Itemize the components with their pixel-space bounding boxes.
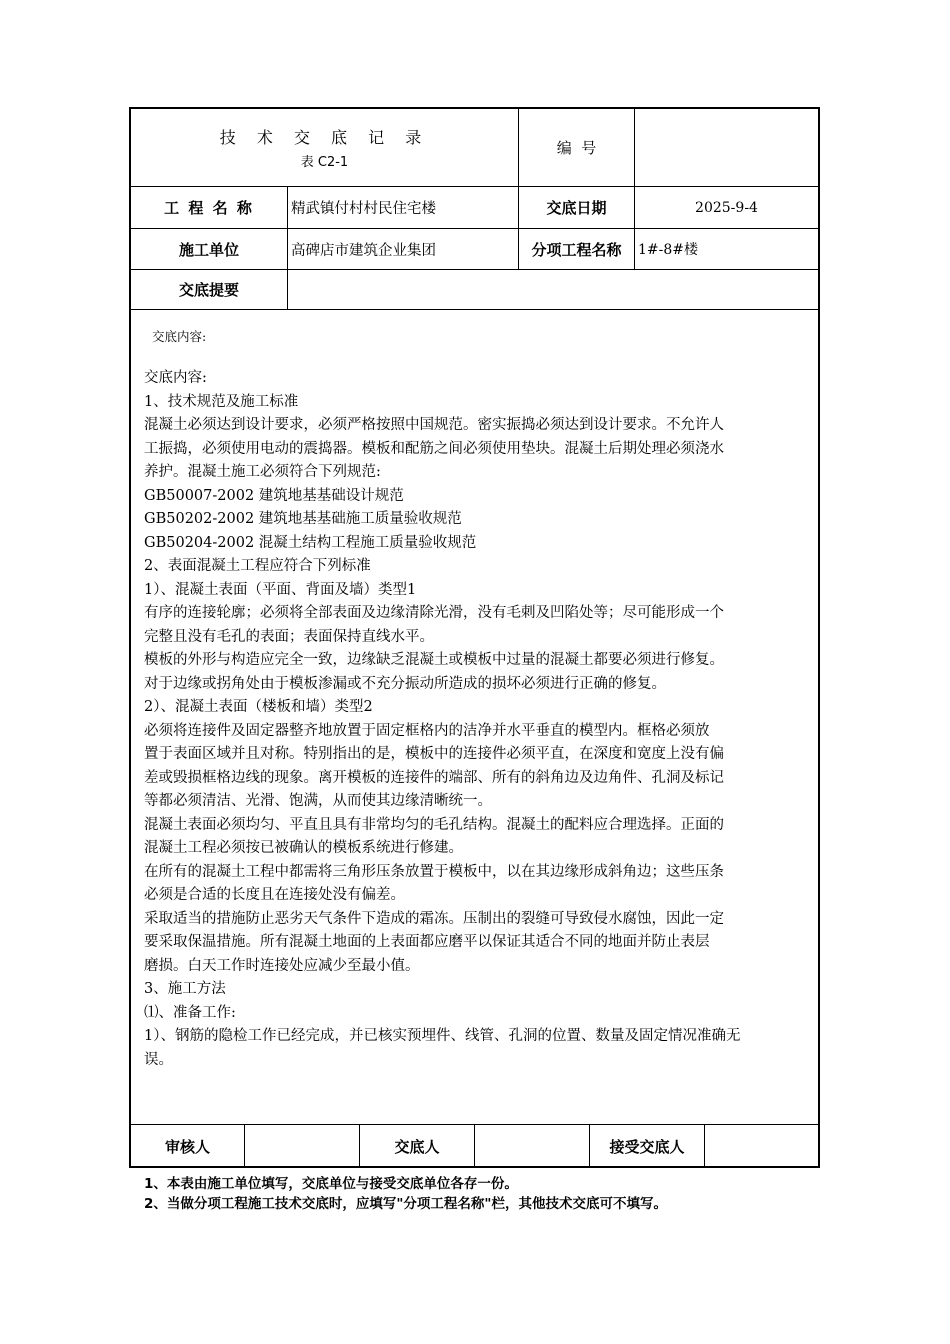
receiver-label: 接受交底人	[609, 1137, 685, 1156]
reviewer-field[interactable]	[245, 1125, 359, 1167]
content-line: 采取适当的措施防止恶劣天气条件下造成的霜冻。压制出的裂缝可导致侵水腐蚀，因此一定	[144, 910, 724, 927]
content-line: 误。	[144, 1051, 173, 1068]
content-line: 有序的连接轮廓；必须将全部表面及边缘清除光滑，没有毛刺及凹陷处等；尽可能形成一个	[144, 605, 724, 621]
content-line: 差或毁损框格边线的现象。离开模板的连接件的端部、所有的斜角边及边角件、孔洞及标记	[144, 769, 724, 786]
reviewer-label: 审核人	[164, 1137, 210, 1156]
content-line: 2）、混凝土表面（楼板和墙）类型2	[144, 699, 373, 715]
content-line: 要采取保温措施。所有混凝土地面的上表面都应磨平以保证其适合不同的地面并防止表层	[144, 934, 710, 950]
content-line: 混凝土工程必须按已被确认的模板系统进行修建。	[144, 840, 463, 856]
content-small-heading: 交底内容:	[152, 329, 207, 344]
form-title: 技 术 交 底 记 录	[219, 128, 430, 147]
content-line: 混凝土表面必须均匀、平直且具有非常均匀的毛孔结构。混凝土的配料应合理选择。正面的	[144, 816, 724, 833]
number-field[interactable]	[635, 108, 818, 186]
discloser-field[interactable]	[475, 1125, 589, 1167]
content-line: 置于表面区域并且对称。特别指出的是，模板中的连接件必须平直，在深度和宽度上没有偏	[144, 746, 724, 762]
content-line: 交底内容:	[144, 370, 207, 386]
content-line: 等都必须清洁、光滑、饱满，从而使其边缘清晰统一。	[144, 793, 492, 809]
sub-project-label: 分项工程名称	[531, 240, 622, 259]
receiver-field[interactable]	[705, 1125, 818, 1167]
content-line: 模板的外形与构造应完全一致，边缘缺乏混凝土或模板中过量的混凝土都要必须进行修复。	[144, 652, 724, 668]
content-line: 2、表面混凝土工程应符合下列标准	[144, 558, 371, 574]
form-code: 表 C2-1	[300, 155, 349, 170]
content-line: 3、施工方法	[144, 981, 226, 997]
footnote-1: 1、本表由施工单位填写，交底单位与接受交底单位各存一份。	[144, 1176, 518, 1192]
row-divider	[130, 309, 819, 310]
contractor-field[interactable]: 高碑店市建筑企业集团	[291, 242, 436, 259]
content-line: 1）、混凝土表面（平面、背面及墙）类型1	[144, 581, 417, 598]
summary-field[interactable]	[291, 270, 818, 309]
content-line: 1）、钢筋的隐检工作已经完成，并已核实预埋件、线管、孔洞的位置、数量及固定情况准确无	[144, 1028, 741, 1044]
content-line: 1、技术规范及施工标准	[144, 393, 299, 410]
contractor-label: 施工单位	[178, 240, 239, 259]
content-line: 在所有的混凝土工程中都需将三角形压条放置于模板中，以在其边缘形成斜角边；这些压条	[144, 863, 724, 880]
content-line: 工振捣，必须使用电动的震捣器。模板和配筋之间必须使用垫块。混凝土后期处理必须浇水	[144, 440, 724, 457]
content-line: 混凝土必须达到设计要求，必须严格按照中国规范。密实振捣必须达到设计要求。不允许人	[144, 417, 724, 433]
col-divider	[287, 187, 288, 309]
content-line: 对于边缘或拐角处由于模板渗漏或不充分振动所造成的损坏必须进行正确的修复。	[144, 675, 666, 692]
sub-project-field[interactable]: 1#-8#楼	[638, 242, 699, 258]
discloser-label: 交底人	[394, 1137, 440, 1156]
footnote-2: 2、当做分项工程施工技术交底时，应填写"分项工程名称"栏，其他技术交底可不填写。	[144, 1196, 667, 1212]
project-name-label: 工 程 名 称	[164, 199, 254, 217]
content-line: GB50007-2002 建筑地基基础设计规范	[144, 487, 404, 504]
content-line: GB50202-2002 建筑地基基础施工质量验收规范	[144, 511, 462, 527]
content-line: 磨损。白天工作时连接处应减少至最小值。	[144, 957, 420, 974]
content-line: GB50204-2002 混凝土结构工程施工质量验收规范	[144, 534, 477, 551]
date-field[interactable]: 2025-9-4	[695, 199, 758, 216]
content-line: 养护。混凝土施工必须符合下列规范:	[144, 464, 381, 480]
content-line: 完整且没有毛孔的表面；表面保持直线水平。	[144, 628, 434, 645]
content-line: 必须将连接件及固定器整齐地放置于固定框格内的洁净并水平垂直的模型内。框格必须放	[144, 722, 710, 739]
content-line: 必须是合适的长度且在连接处没有偏差。	[144, 887, 405, 903]
project-name-field[interactable]: 精武镇付村村民住宅楼	[291, 201, 436, 217]
content-line: ⑴、准备工作:	[144, 1004, 236, 1021]
number-label: 编 号	[556, 138, 597, 157]
summary-label: 交底提要	[178, 281, 239, 299]
date-label: 交底日期	[546, 199, 607, 217]
